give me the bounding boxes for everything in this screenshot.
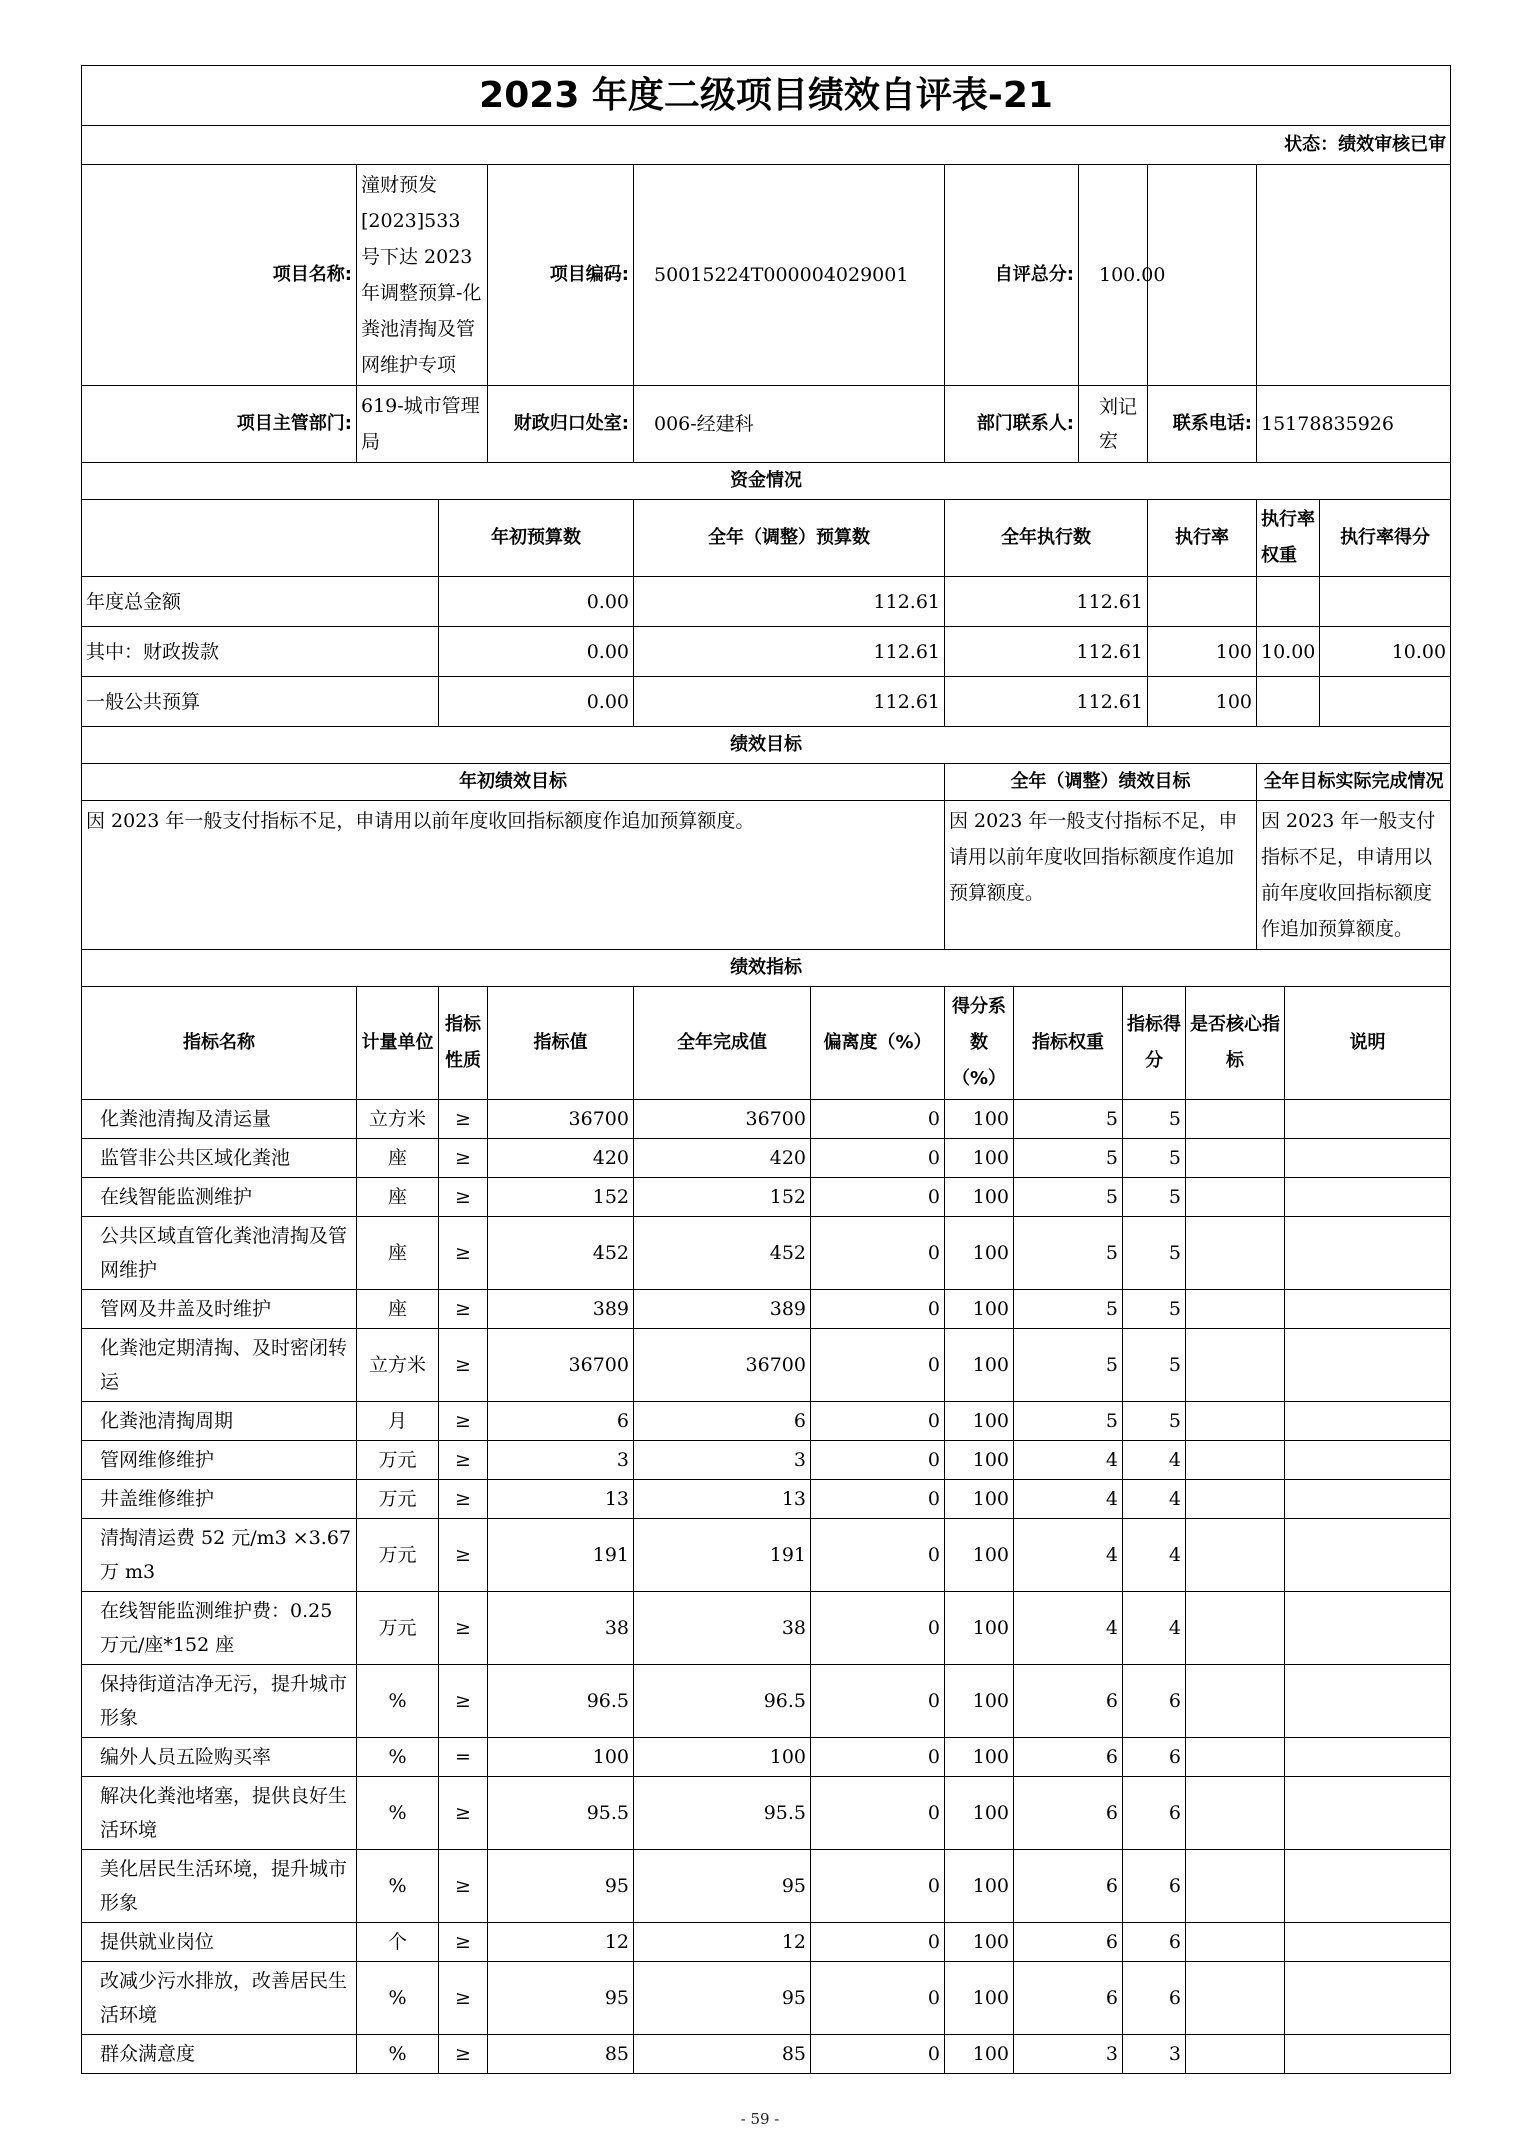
funds-header: 年初预算数 bbox=[439, 500, 634, 577]
funds-cell: 10.00 bbox=[1257, 627, 1320, 677]
indicator-target: 389 bbox=[488, 1290, 634, 1329]
indicator-coefficient: 100 bbox=[945, 1962, 1014, 2035]
funds-cell: 112.61 bbox=[945, 677, 1148, 727]
indicator-target: 6 bbox=[488, 1402, 634, 1441]
indicator-weight: 4 bbox=[1014, 1441, 1123, 1480]
indicator-operator: ≥ bbox=[439, 1665, 488, 1738]
indicator-weight: 6 bbox=[1014, 1850, 1123, 1923]
indicator-deviation: 0 bbox=[811, 1139, 945, 1178]
indicator-score: 5 bbox=[1123, 1290, 1186, 1329]
funds-cell: 0.00 bbox=[439, 627, 634, 677]
indicator-score: 6 bbox=[1123, 1738, 1186, 1777]
indicator-operator: ≥ bbox=[439, 1480, 488, 1519]
indicator-target: 191 bbox=[488, 1519, 634, 1592]
funds-section-title: 资金情况 bbox=[82, 463, 1451, 500]
self-score-label: 自评总分: bbox=[945, 165, 1079, 386]
dept-value: 619-城市管理局 bbox=[357, 386, 488, 463]
indicator-target: 452 bbox=[488, 1217, 634, 1290]
funds-cell: 112.61 bbox=[634, 627, 945, 677]
indicator-operator: ≥ bbox=[439, 1178, 488, 1217]
table-row bbox=[82, 1665, 1451, 1738]
indicator-weight: 6 bbox=[1014, 1777, 1123, 1850]
indicator-name: 井盖维修维护 bbox=[82, 1480, 357, 1519]
indicator-operator: ≥ bbox=[439, 1923, 488, 1962]
indicator-core bbox=[1186, 1290, 1285, 1329]
indicator-core bbox=[1186, 1738, 1285, 1777]
funds-row-label: 年度总金额 bbox=[82, 577, 439, 627]
indicator-actual: 6 bbox=[634, 1402, 811, 1441]
page-title: 2023 年度二级项目绩效自评表-21 bbox=[82, 66, 1451, 126]
phone-value: 15178835926 bbox=[1257, 386, 1451, 463]
indicator-operator: ≥ bbox=[439, 1139, 488, 1178]
indicator-unit: 万元 bbox=[357, 1519, 439, 1592]
indicator-actual: 420 bbox=[634, 1139, 811, 1178]
indicator-score: 5 bbox=[1123, 1217, 1186, 1290]
indicator-name: 解决化粪池堵塞，提供良好生活环境 bbox=[82, 1777, 357, 1850]
indicator-core bbox=[1186, 1139, 1285, 1178]
indicator-score: 5 bbox=[1123, 1139, 1186, 1178]
indicator-coefficient: 100 bbox=[945, 1519, 1014, 1592]
table-row bbox=[82, 1777, 1451, 1850]
indicator-deviation: 0 bbox=[811, 1329, 945, 1402]
indicator-core bbox=[1186, 1178, 1285, 1217]
indicator-weight: 5 bbox=[1014, 1217, 1123, 1290]
indicator-score: 5 bbox=[1123, 1329, 1186, 1402]
table-row bbox=[82, 1217, 1451, 1290]
indicator-target: 95 bbox=[488, 1850, 634, 1923]
indicator-coefficient: 100 bbox=[945, 1777, 1014, 1850]
indicator-unit: 座 bbox=[357, 1139, 439, 1178]
indicator-unit: % bbox=[357, 1850, 439, 1923]
indicator-unit: 座 bbox=[357, 1217, 439, 1290]
indicator-score: 5 bbox=[1123, 1402, 1186, 1441]
indicator-score: 6 bbox=[1123, 1665, 1186, 1738]
table-row bbox=[82, 1139, 1451, 1178]
indicator-name: 化粪池清掏及清运量 bbox=[82, 1100, 357, 1139]
indicator-score: 5 bbox=[1123, 1178, 1186, 1217]
indicator-target: 3 bbox=[488, 1441, 634, 1480]
table-row bbox=[82, 1850, 1451, 1923]
table-row bbox=[82, 1738, 1451, 1777]
indicator-unit: % bbox=[357, 1738, 439, 1777]
indicator-core bbox=[1186, 1962, 1285, 2035]
indicator-name: 化粪池清掏周期 bbox=[82, 1402, 357, 1441]
status-text: 状态：绩效审核已审 bbox=[82, 126, 1451, 165]
indicator-operator: ≥ bbox=[439, 1217, 488, 1290]
table-row bbox=[82, 1480, 1451, 1519]
indicator-unit: % bbox=[357, 1962, 439, 2035]
table-row bbox=[82, 2035, 1451, 2074]
indicator-name: 化粪池定期清掏、及时密闭转运 bbox=[82, 1329, 357, 1402]
indicator-weight: 6 bbox=[1014, 1962, 1123, 2035]
funds-cell bbox=[1320, 677, 1451, 727]
indicator-weight: 6 bbox=[1014, 1923, 1123, 1962]
indicator-deviation: 0 bbox=[811, 1290, 945, 1329]
contact-label: 部门联系人: bbox=[945, 386, 1079, 463]
indicator-unit: 座 bbox=[357, 1290, 439, 1329]
funds-cell: 0.00 bbox=[439, 677, 634, 727]
indicator-header: 说明 bbox=[1285, 987, 1451, 1100]
office-value: 006-经建科 bbox=[634, 386, 945, 463]
funds-header: 全年（调整）预算数 bbox=[634, 500, 945, 577]
contact-value: 刘记宏 bbox=[1079, 386, 1148, 463]
indicator-actual: 95.5 bbox=[634, 1777, 811, 1850]
indicator-name: 在线智能监测维护 bbox=[82, 1178, 357, 1217]
indicator-coefficient: 100 bbox=[945, 1480, 1014, 1519]
goal-actual: 因 2023 年一般支付指标不足，申请用以前年度收回指标额度作追加预算额度。 bbox=[1257, 801, 1451, 950]
indicator-name: 编外人员五险购买率 bbox=[82, 1738, 357, 1777]
indicator-name: 监管非公共区域化粪池 bbox=[82, 1139, 357, 1178]
indicator-coefficient: 100 bbox=[945, 1738, 1014, 1777]
indicator-header: 是否核心指标 bbox=[1186, 987, 1285, 1100]
funds-cell bbox=[1257, 577, 1320, 627]
indicator-deviation: 0 bbox=[811, 1100, 945, 1139]
indicator-unit: 万元 bbox=[357, 1441, 439, 1480]
indicator-deviation: 0 bbox=[811, 1850, 945, 1923]
indicator-name: 公共区域直管化粪池清掏及管网维护 bbox=[82, 1217, 357, 1290]
page-number: - 59 - bbox=[740, 2110, 780, 2128]
indicator-target: 36700 bbox=[488, 1329, 634, 1402]
indicator-deviation: 0 bbox=[811, 1178, 945, 1217]
indicator-header: 全年完成值 bbox=[634, 987, 811, 1100]
indicator-actual: 36700 bbox=[634, 1329, 811, 1402]
funds-cell: 112.61 bbox=[634, 577, 945, 627]
indicator-coefficient: 100 bbox=[945, 1100, 1014, 1139]
indicator-target: 96.5 bbox=[488, 1665, 634, 1738]
indicator-note bbox=[1285, 1100, 1451, 1139]
indicator-header: 计量单位 bbox=[357, 987, 439, 1100]
indicator-header: 指标值 bbox=[488, 987, 634, 1100]
indicator-deviation: 0 bbox=[811, 1738, 945, 1777]
indicator-core bbox=[1186, 1592, 1285, 1665]
indicator-coefficient: 100 bbox=[945, 1178, 1014, 1217]
indicator-note bbox=[1285, 1217, 1451, 1290]
table-row bbox=[82, 1592, 1451, 1665]
indicator-unit: 座 bbox=[357, 1178, 439, 1217]
indicator-actual: 95 bbox=[634, 1962, 811, 2035]
indicator-deviation: 0 bbox=[811, 1962, 945, 2035]
indicator-actual: 191 bbox=[634, 1519, 811, 1592]
indicator-coefficient: 100 bbox=[945, 1850, 1014, 1923]
phone-label: 联系电话: bbox=[1148, 386, 1257, 463]
goals-header: 全年（调整）绩效目标 bbox=[945, 764, 1257, 801]
indicators-section-title: 绩效指标 bbox=[82, 950, 1451, 987]
indicators-table bbox=[81, 986, 1451, 2074]
empty-cell bbox=[1257, 165, 1451, 386]
indicator-core bbox=[1186, 1217, 1285, 1290]
indicator-core bbox=[1186, 1777, 1285, 1850]
funds-cell: 112.61 bbox=[945, 577, 1148, 627]
indicator-target: 38 bbox=[488, 1592, 634, 1665]
dept-label: 项目主管部门: bbox=[82, 386, 357, 463]
indicator-actual: 389 bbox=[634, 1290, 811, 1329]
indicator-coefficient: 100 bbox=[945, 1402, 1014, 1441]
indicator-note bbox=[1285, 1738, 1451, 1777]
indicator-target: 95 bbox=[488, 1962, 634, 2035]
goals-header: 年初绩效目标 bbox=[82, 764, 945, 801]
indicator-target: 12 bbox=[488, 1923, 634, 1962]
indicator-unit: % bbox=[357, 1665, 439, 1738]
indicator-name: 管网及井盖及时维护 bbox=[82, 1290, 357, 1329]
indicator-core bbox=[1186, 1665, 1285, 1738]
project-name-label: 项目名称: bbox=[82, 165, 357, 386]
funds-cell: 0.00 bbox=[439, 577, 634, 627]
indicator-score: 6 bbox=[1123, 1923, 1186, 1962]
indicator-actual: 95 bbox=[634, 1850, 811, 1923]
funds-cell: 112.61 bbox=[945, 627, 1148, 677]
indicator-unit: % bbox=[357, 2035, 439, 2074]
indicator-deviation: 0 bbox=[811, 1592, 945, 1665]
indicator-header: 指标得分 bbox=[1123, 987, 1186, 1100]
indicator-target: 36700 bbox=[488, 1100, 634, 1139]
table-row bbox=[82, 1100, 1451, 1139]
indicator-score: 4 bbox=[1123, 1519, 1186, 1592]
table-row bbox=[82, 1329, 1451, 1402]
indicator-actual: 100 bbox=[634, 1738, 811, 1777]
funds-row-label: 其中：财政拨款 bbox=[82, 627, 439, 677]
indicator-weight: 5 bbox=[1014, 1402, 1123, 1441]
indicator-score: 6 bbox=[1123, 1850, 1186, 1923]
indicator-coefficient: 100 bbox=[945, 2035, 1014, 2074]
indicator-coefficient: 100 bbox=[945, 1592, 1014, 1665]
indicator-deviation: 0 bbox=[811, 1665, 945, 1738]
indicator-core bbox=[1186, 1923, 1285, 1962]
indicator-operator: ≥ bbox=[439, 1592, 488, 1665]
indicator-note bbox=[1285, 1139, 1451, 1178]
indicator-note bbox=[1285, 1290, 1451, 1329]
indicator-deviation: 0 bbox=[811, 1777, 945, 1850]
indicator-operator: ≥ bbox=[439, 1777, 488, 1850]
indicator-actual: 13 bbox=[634, 1480, 811, 1519]
funds-cell bbox=[1257, 677, 1320, 727]
indicator-weight: 3 bbox=[1014, 2035, 1123, 2074]
indicator-operator: ≥ bbox=[439, 2035, 488, 2074]
indicator-name: 美化居民生活环境，提升城市形象 bbox=[82, 1850, 357, 1923]
indicator-note bbox=[1285, 1480, 1451, 1519]
indicator-core bbox=[1186, 1402, 1285, 1441]
indicator-header: 偏离度（%） bbox=[811, 987, 945, 1100]
indicator-target: 85 bbox=[488, 2035, 634, 2074]
indicator-target: 152 bbox=[488, 1178, 634, 1217]
table-row bbox=[82, 1178, 1451, 1217]
indicator-weight: 5 bbox=[1014, 1329, 1123, 1402]
indicator-header: 得分系数（%） bbox=[945, 987, 1014, 1100]
indicator-coefficient: 100 bbox=[945, 1923, 1014, 1962]
form-table bbox=[81, 65, 1451, 987]
indicator-unit: 个 bbox=[357, 1923, 439, 1962]
indicator-weight: 5 bbox=[1014, 1139, 1123, 1178]
funds-cell bbox=[1148, 577, 1257, 627]
indicator-operator: ≥ bbox=[439, 1519, 488, 1592]
project-code-value: 50015224T000004029001 bbox=[634, 165, 945, 386]
indicator-actual: 452 bbox=[634, 1217, 811, 1290]
indicator-name: 在线智能监测维护费：0.25 万元/座*152 座 bbox=[82, 1592, 357, 1665]
indicator-operator: ≥ bbox=[439, 1402, 488, 1441]
indicator-score: 6 bbox=[1123, 1962, 1186, 2035]
indicator-coefficient: 100 bbox=[945, 1217, 1014, 1290]
indicator-note bbox=[1285, 1178, 1451, 1217]
indicator-unit: 月 bbox=[357, 1402, 439, 1441]
indicator-operator: ≥ bbox=[439, 1441, 488, 1480]
indicator-score: 4 bbox=[1123, 1592, 1186, 1665]
indicator-header: 指标名称 bbox=[82, 987, 357, 1100]
indicator-coefficient: 100 bbox=[945, 1665, 1014, 1738]
indicator-actual: 12 bbox=[634, 1923, 811, 1962]
table-row bbox=[82, 1962, 1451, 2035]
indicator-deviation: 0 bbox=[811, 1519, 945, 1592]
indicator-core bbox=[1186, 1441, 1285, 1480]
indicator-note bbox=[1285, 1665, 1451, 1738]
indicator-core bbox=[1186, 1519, 1285, 1592]
indicator-name: 改减少污水排放，改善居民生活环境 bbox=[82, 1962, 357, 2035]
funds-cell: 100 bbox=[1148, 627, 1257, 677]
indicator-score: 4 bbox=[1123, 1480, 1186, 1519]
indicator-deviation: 0 bbox=[811, 1217, 945, 1290]
indicator-coefficient: 100 bbox=[945, 1441, 1014, 1480]
indicator-core bbox=[1186, 1329, 1285, 1402]
indicator-coefficient: 100 bbox=[945, 1290, 1014, 1329]
indicator-name: 群众满意度 bbox=[82, 2035, 357, 2074]
indicator-target: 95.5 bbox=[488, 1777, 634, 1850]
indicator-score: 3 bbox=[1123, 2035, 1186, 2074]
indicator-weight: 4 bbox=[1014, 1480, 1123, 1519]
indicator-operator: ≥ bbox=[439, 1962, 488, 2035]
indicator-operator: ≥ bbox=[439, 1100, 488, 1139]
project-code-label: 项目编码: bbox=[488, 165, 634, 386]
indicator-deviation: 0 bbox=[811, 1441, 945, 1480]
indicator-note bbox=[1285, 1402, 1451, 1441]
goals-header: 全年目标实际完成情况 bbox=[1257, 764, 1451, 801]
funds-header: 执行率得分 bbox=[1320, 500, 1451, 577]
indicator-deviation: 0 bbox=[811, 1923, 945, 1962]
table-row bbox=[82, 1402, 1451, 1441]
indicator-name: 提供就业岗位 bbox=[82, 1923, 357, 1962]
funds-cell: 10.00 bbox=[1320, 627, 1451, 677]
indicator-unit: 立方米 bbox=[357, 1329, 439, 1402]
self-score-value: 100.00 bbox=[1079, 165, 1148, 386]
indicator-core bbox=[1186, 2035, 1285, 2074]
indicator-name: 清掏清运费 52 元/m3 ×3.67 万 m3 bbox=[82, 1519, 357, 1592]
indicator-header: 指标权重 bbox=[1014, 987, 1123, 1100]
indicator-operator: ≥ bbox=[439, 1850, 488, 1923]
project-name-value: 潼财预发[2023]533 号下达 2023 年调整预算-化粪池清掏及管网维护专项 bbox=[357, 165, 488, 386]
indicator-coefficient: 100 bbox=[945, 1329, 1014, 1402]
indicator-actual: 152 bbox=[634, 1178, 811, 1217]
indicator-core bbox=[1186, 1100, 1285, 1139]
indicator-note bbox=[1285, 1962, 1451, 2035]
table-row bbox=[82, 1923, 1451, 1962]
indicator-note bbox=[1285, 1329, 1451, 1402]
indicator-unit: 万元 bbox=[357, 1480, 439, 1519]
table-row bbox=[82, 1441, 1451, 1480]
indicator-note bbox=[1285, 1923, 1451, 1962]
funds-cell bbox=[1320, 577, 1451, 627]
indicator-operator: ≥ bbox=[439, 1329, 488, 1402]
indicator-header: 指标性质 bbox=[439, 987, 488, 1100]
indicator-note bbox=[1285, 1850, 1451, 1923]
indicator-deviation: 0 bbox=[811, 1480, 945, 1519]
indicator-target: 100 bbox=[488, 1738, 634, 1777]
funds-header: 全年执行数 bbox=[945, 500, 1148, 577]
indicator-unit: 立方米 bbox=[357, 1100, 439, 1139]
indicator-note bbox=[1285, 1777, 1451, 1850]
indicator-note bbox=[1285, 1441, 1451, 1480]
indicator-name: 管网维修维护 bbox=[82, 1441, 357, 1480]
indicator-score: 6 bbox=[1123, 1777, 1186, 1850]
indicator-target: 13 bbox=[488, 1480, 634, 1519]
indicator-actual: 36700 bbox=[634, 1100, 811, 1139]
office-label: 财政归口处室: bbox=[488, 386, 634, 463]
funds-header: 执行率 bbox=[1148, 500, 1257, 577]
table-row bbox=[82, 1290, 1451, 1329]
evaluation-form bbox=[81, 65, 1450, 2074]
indicator-weight: 5 bbox=[1014, 1178, 1123, 1217]
indicator-target: 420 bbox=[488, 1139, 634, 1178]
indicator-operator: ≥ bbox=[439, 1290, 488, 1329]
goal-initial: 因 2023 年一般支付指标不足，申请用以前年度收回指标额度作追加预算额度。 bbox=[82, 801, 945, 950]
indicator-unit: 万元 bbox=[357, 1592, 439, 1665]
indicator-core bbox=[1186, 1850, 1285, 1923]
indicator-weight: 4 bbox=[1014, 1592, 1123, 1665]
indicator-actual: 85 bbox=[634, 2035, 811, 2074]
indicator-note bbox=[1285, 1519, 1451, 1592]
funds-cell: 112.61 bbox=[634, 677, 945, 727]
indicator-weight: 4 bbox=[1014, 1519, 1123, 1592]
indicator-core bbox=[1186, 1480, 1285, 1519]
table-row bbox=[82, 1519, 1451, 1592]
goals-section-title: 绩效目标 bbox=[82, 727, 1451, 764]
indicator-deviation: 0 bbox=[811, 1402, 945, 1441]
indicator-score: 5 bbox=[1123, 1100, 1186, 1139]
indicator-actual: 96.5 bbox=[634, 1665, 811, 1738]
indicator-weight: 5 bbox=[1014, 1100, 1123, 1139]
funds-header-blank bbox=[82, 500, 439, 577]
indicator-note bbox=[1285, 2035, 1451, 2074]
indicator-weight: 5 bbox=[1014, 1290, 1123, 1329]
funds-cell: 100 bbox=[1148, 677, 1257, 727]
indicator-name: 保持街道洁净无污，提升城市形象 bbox=[82, 1665, 357, 1738]
goal-adjusted: 因 2023 年一般支付指标不足，申请用以前年度收回指标额度作追加预算额度。 bbox=[945, 801, 1257, 950]
indicator-score: 4 bbox=[1123, 1441, 1186, 1480]
indicator-weight: 6 bbox=[1014, 1738, 1123, 1777]
indicator-note bbox=[1285, 1592, 1451, 1665]
funds-row-label: 一般公共预算 bbox=[82, 677, 439, 727]
indicator-unit: % bbox=[357, 1777, 439, 1850]
funds-header: 执行率权重 bbox=[1257, 500, 1320, 577]
indicator-operator: = bbox=[439, 1738, 488, 1777]
indicator-deviation: 0 bbox=[811, 2035, 945, 2074]
indicator-actual: 38 bbox=[634, 1592, 811, 1665]
indicator-coefficient: 100 bbox=[945, 1139, 1014, 1178]
indicator-weight: 6 bbox=[1014, 1665, 1123, 1738]
indicator-actual: 3 bbox=[634, 1441, 811, 1480]
